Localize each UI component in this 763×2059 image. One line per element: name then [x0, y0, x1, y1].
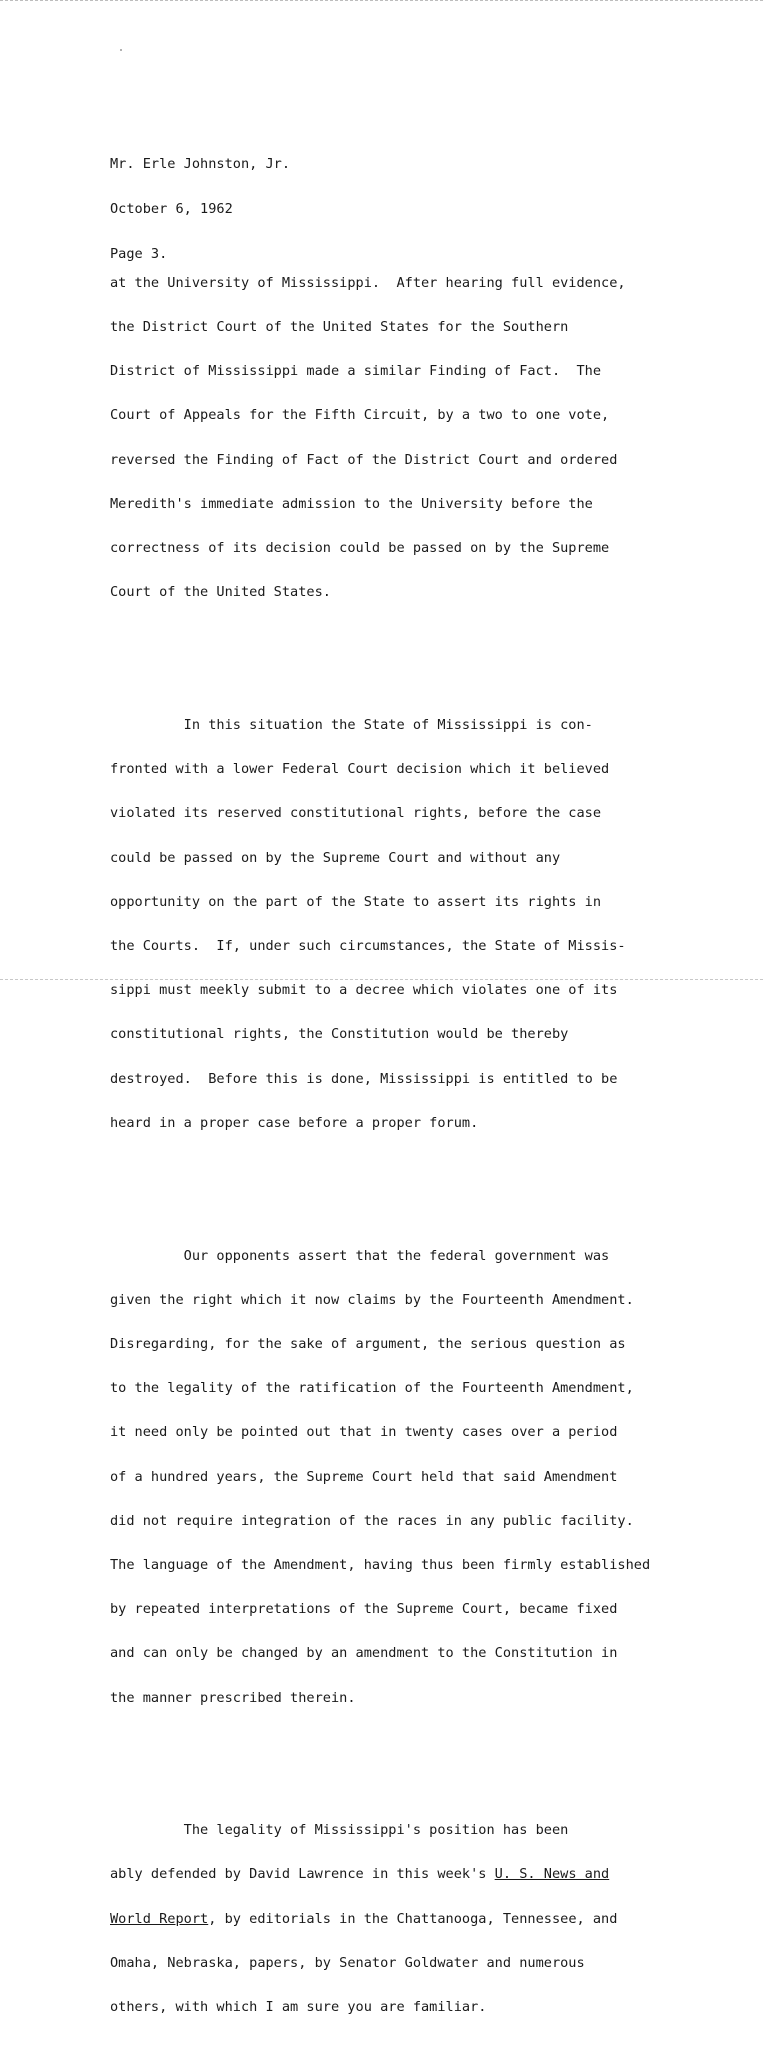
page-top-edge: [0, 0, 763, 1]
text-line: The legality of Mississippi's position has been: [110, 1822, 569, 1839]
text-line: In this situation the State of Mississippi is con-: [110, 716, 593, 733]
text-line: and can only be changed by an amendment to the Constitution in: [110, 1645, 618, 1662]
text-line: at the University of Mississippi. After hearing full evidence,: [110, 274, 626, 291]
text-line: to the legality of the ratification of the Fourteenth Amendment,: [110, 1380, 634, 1397]
paragraph-4: [110, 1794, 760, 2044]
text-line: [110, 1867, 760, 1882]
text-line: Our opponents assert that the federal government was: [110, 1247, 610, 1264]
paragraph-3: [110, 1219, 760, 1735]
scan-speck: [120, 49, 122, 51]
text-line: others, with which I am sure you are familiar.: [110, 1999, 487, 2016]
text-line: reversed the Finding of Fact of the District Court and ordered: [110, 451, 618, 468]
text-line: the Courts. If, under such circumstances, the State of Missis-: [110, 937, 626, 954]
text-segment: ably defended by David Lawrence in this week's: [110, 1866, 495, 1883]
letter-body: [110, 217, 760, 2059]
text-line: District of Mississippi made a similar Finding of Fact. The: [110, 363, 602, 380]
text-line: Disregarding, for the sake of argument, the serious question as: [110, 1335, 626, 1352]
paragraph-2: [110, 689, 760, 1160]
text-line: the District Court of the United States for the Southern: [110, 319, 569, 336]
text-line: Court of the United States.: [110, 584, 331, 601]
date-line: October 6, 1962: [110, 201, 233, 217]
text-line: constitutional rights, the Constitution would be thereby: [110, 1026, 569, 1043]
text-line: of a hundred years, the Supreme Court held that said Amendment: [110, 1468, 618, 1485]
publication-title: U. S. News and: [494, 1866, 610, 1883]
paragraph-1: [110, 246, 760, 629]
text-line: could be passed on by the Supreme Court and without any: [110, 849, 561, 866]
text-line: Court of Appeals for the Fifth Circuit, by a two to one vote,: [110, 407, 610, 424]
text-line: Meredith's immediate admission to the University before the: [110, 495, 593, 512]
text-line: the manner prescribed therein.: [110, 1689, 356, 1706]
text-segment: , by editorials in the Chattanooga, Tennessee, and: [208, 1910, 618, 1927]
text-line: did not require integration of the races in any public facility.: [110, 1512, 634, 1529]
text-line: The language of the Amendment, having thus been firmly established: [110, 1556, 651, 1573]
text-line: Omaha, Nebraska, papers, by Senator Goldwater and numerous: [110, 1954, 585, 1971]
publication-title: World Report: [110, 1910, 209, 1927]
text-line: correctness of its decision could be passed on by the Supreme: [110, 540, 610, 557]
text-line: given the right which it now claims by the Fourteenth Amendment.: [110, 1291, 634, 1308]
page-bottom-edge: [0, 979, 763, 980]
text-line: [110, 1912, 760, 1927]
text-line: fronted with a lower Federal Court decision which it believed: [110, 761, 610, 778]
recipient-line: Mr. Erle Johnston, Jr.: [110, 156, 291, 172]
page-number-line: Page 3.: [110, 246, 168, 262]
text-line: violated its reserved constitutional rights, before the case: [110, 805, 602, 822]
text-line: opportunity on the part of the State to assert its rights in: [110, 893, 602, 910]
text-line: heard in a proper case before a proper forum.: [110, 1114, 479, 1131]
text-line: destroyed. Before this is done, Mississippi is entitled to be: [110, 1070, 618, 1087]
text-line: it need only be pointed out that in twenty cases over a period: [110, 1424, 618, 1441]
text-line: by repeated interpretations of the Supreme Court, became fixed: [110, 1601, 618, 1618]
text-line: sippi must meekly submit to a decree which violates one of its: [110, 982, 618, 999]
